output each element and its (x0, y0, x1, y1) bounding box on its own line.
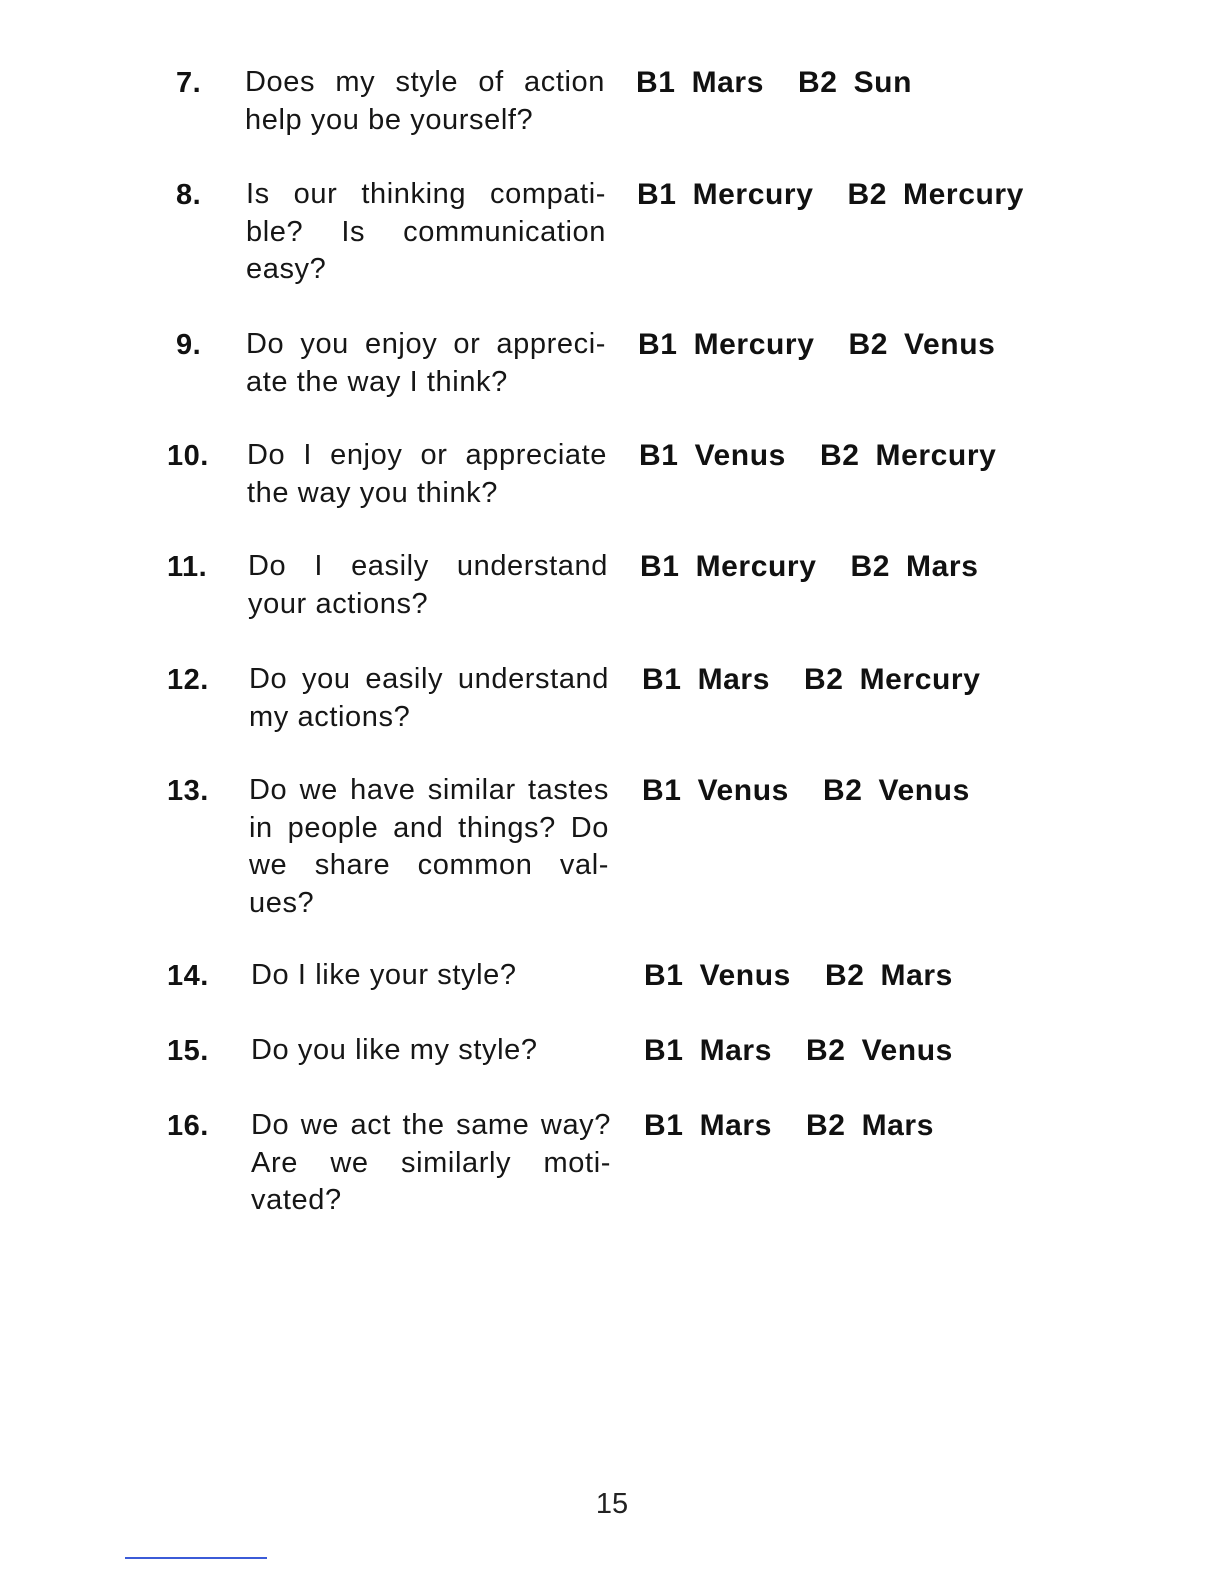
question-text: Do I easily understand your actions? (248, 550, 608, 620)
question-number: 13. (167, 775, 209, 807)
question-text: Do you enjoy or appreci- ate the way I think? (246, 328, 606, 398)
question-number: 15. (167, 1035, 209, 1067)
b2-label: B2 (847, 178, 888, 211)
b2-planet: Mercury (859, 663, 981, 696)
b1-planet: Venus (694, 439, 786, 472)
b1-planet: Mercury (692, 178, 814, 211)
question-text: Do we act the same way? Are we similarly moti- vated? (251, 1109, 611, 1216)
question-text: Is our thinking compati- ble? Is communication easy? (246, 178, 606, 285)
answer-key (642, 661, 980, 699)
b2-planet: Sun (853, 66, 913, 99)
b1-label: B1 (637, 178, 677, 211)
b1-planet: Mars (697, 663, 770, 696)
page-number: 15 (595, 1488, 629, 1520)
b1-planet: Venus (697, 774, 789, 807)
b2-planet: Mercury (875, 439, 997, 472)
b2-label: B2 (822, 774, 863, 807)
b1-label: B1 (642, 663, 682, 696)
b2-planet: Venus (878, 774, 970, 807)
answer-key (639, 437, 996, 475)
b1-label: B1 (636, 66, 676, 99)
answer-key (636, 64, 912, 102)
b2-label: B2 (819, 439, 860, 472)
b2-planet: Mars (861, 1109, 934, 1142)
question-text: Do we have similar tastes in people and things? Do we share common val- ues? (249, 774, 609, 919)
answer-key (644, 1107, 934, 1145)
answer-key (638, 326, 995, 364)
question-number: 16. (167, 1110, 209, 1142)
b1-planet: Mercury (693, 328, 815, 361)
answer-key (642, 772, 970, 810)
b1-planet: Venus (699, 959, 791, 992)
b1-label: B1 (644, 959, 684, 992)
b2-label: B2 (798, 66, 838, 99)
b2-planet: Venus (861, 1034, 953, 1067)
b1-label: B1 (639, 439, 679, 472)
answer-key (640, 548, 978, 586)
b1-label: B1 (644, 1034, 684, 1067)
b1-label: B1 (640, 550, 680, 583)
b1-planet: Mars (699, 1109, 772, 1142)
question-number: 11. (167, 551, 208, 583)
b2-label: B2 (824, 959, 865, 992)
answer-key (637, 176, 1024, 214)
question-number: 8. (176, 179, 202, 211)
b2-label: B2 (850, 550, 891, 583)
question-text: Do I enjoy or appreciate the way you think? (247, 439, 607, 509)
question-text: Do you like my style? (251, 1034, 538, 1066)
question-text: Does my style of action help you be yourself? (245, 66, 605, 136)
question-number: 12. (167, 664, 209, 696)
b2-planet: Mars (880, 959, 953, 992)
answer-key (644, 1032, 953, 1070)
question-number: 10. (167, 440, 209, 472)
footer-rule (125, 1557, 267, 1559)
b1-label: B1 (644, 1109, 684, 1142)
question-number: 14. (167, 960, 209, 992)
b2-label: B2 (848, 328, 889, 361)
b1-planet: Mars (699, 1034, 772, 1067)
question-text: Do I like your style? (251, 959, 517, 991)
question-number: 9. (176, 329, 202, 361)
answer-key (644, 957, 953, 995)
b1-planet: Mars (691, 66, 764, 99)
b2-planet: Mercury (903, 178, 1024, 211)
b1-label: B1 (638, 328, 678, 361)
question-text: Do you easily understand my actions? (249, 663, 609, 733)
b2-label: B2 (806, 1109, 846, 1142)
b2-planet: Venus (904, 328, 996, 361)
b1-planet: Mercury (695, 550, 817, 583)
b1-label: B1 (642, 774, 682, 807)
question-number: 7. (176, 67, 202, 99)
b2-planet: Mars (906, 550, 979, 583)
b2-label: B2 (804, 663, 844, 696)
b2-label: B2 (806, 1034, 846, 1067)
